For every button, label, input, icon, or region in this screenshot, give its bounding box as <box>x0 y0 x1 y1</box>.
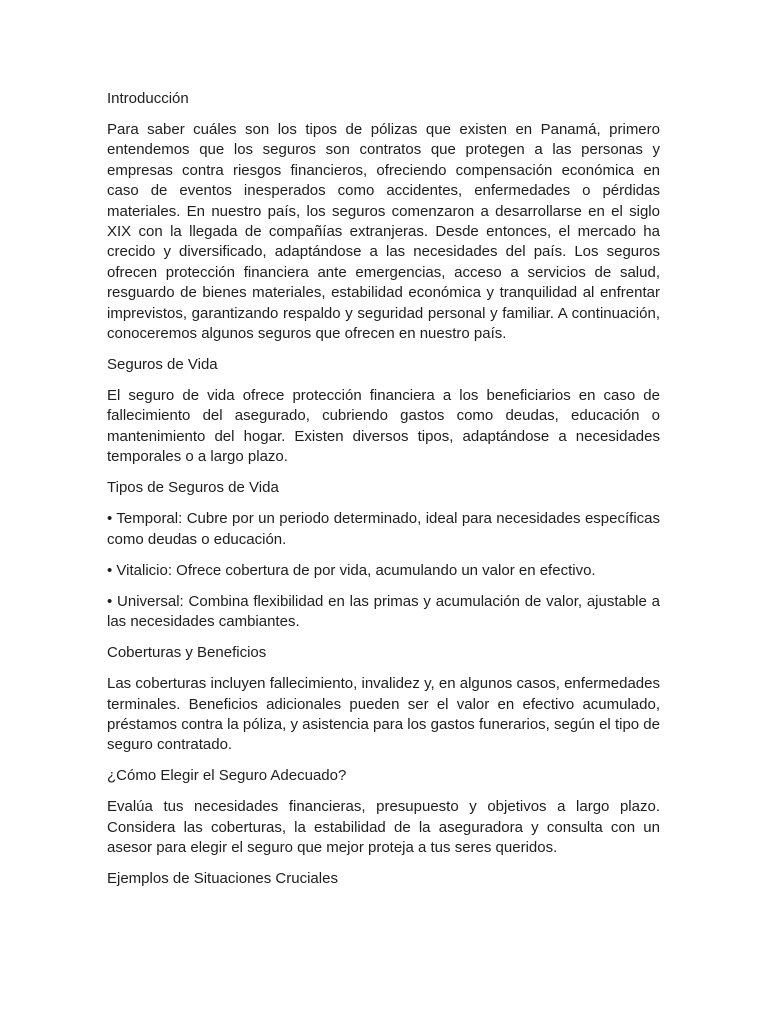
life-type-vitalicio-item: • Vitalicio: Ofrece cobertura de por vida, acumulando un valor en efectivo. <box>107 561 596 579</box>
life-insurance-heading: Seguros de Vida <box>107 356 218 374</box>
life-type-temporal-item: • Temporal: Cubre por un periodo determinado, ideal para necesidades específicas como deudas o educación. <box>107 510 660 548</box>
choose-heading: ¿Cómo Elegir el Seguro Adecuado? <box>107 767 347 785</box>
coverage-paragraph: Las coberturas incluyen fallecimiento, invalidez y, en algunos casos, enfermedades terminales. Beneficios adicionales pueden ser el valor en efectivo acumulado, préstamos contra la póliza, y asistencia para los gastos funerarios, según el tipo de seguro contratado. <box>107 675 660 754</box>
life-types-heading: Tipos de Seguros de Vida <box>107 479 279 497</box>
life-insurance-paragraph: El seguro de vida ofrece protección financiera a los beneficiarios en caso de fallecimiento del asegurado, cubriendo gastos como deudas, educación o mantenimiento del hogar. Existen diversos tipos, adaptándose a necesidades temporales o a largo plazo. <box>107 387 660 466</box>
intro-heading: Introducción <box>107 90 189 107</box>
intro-paragraph: Para saber cuáles son los tipos de pólizas que existen en Panamá, primero entendemos que los seguros son contratos que protegen a las personas y empresas contra riesgos financieros, ofreciendo compensación económica en caso de eventos inesperados como accidentes, enfermedades o pérdidas materiales. En nuestro país, los seguros comenzaron a desarrollarse en el siglo XIX con la llegada de compañías extranjeras. Desde entonces, el mercado ha crecido y diversificado, adaptándose a las necesidades del país. Los seguros ofrecen protección financiera ante emergencias, acceso a servicios de salud, resguardo de bienes materiales, estabilidad económica y tranquilidad al enfrentar imprevistos, garantizando respaldo y seguridad personal y familiar. A continuación, conoceremos algunos seguros que ofrecen en nuestro país. <box>107 121 660 343</box>
coverage-heading: Coberturas y Beneficios <box>107 644 267 662</box>
document-body <box>107 89 660 900</box>
examples-heading: Ejemplos de Situaciones Cruciales <box>107 870 338 888</box>
choose-paragraph: Evalúa tus necesidades financieras, presupuesto y objetivos a largo plazo. Considera las coberturas, la estabilidad de la aseguradora y consulta con un asesor para elegir el seguro que mejor proteja a tus seres queridos. <box>107 798 660 857</box>
life-type-universal-item: • Universal: Combina flexibilidad en las primas y acumulación de valor, ajustable a las necesidades cambiantes. <box>107 592 660 631</box>
